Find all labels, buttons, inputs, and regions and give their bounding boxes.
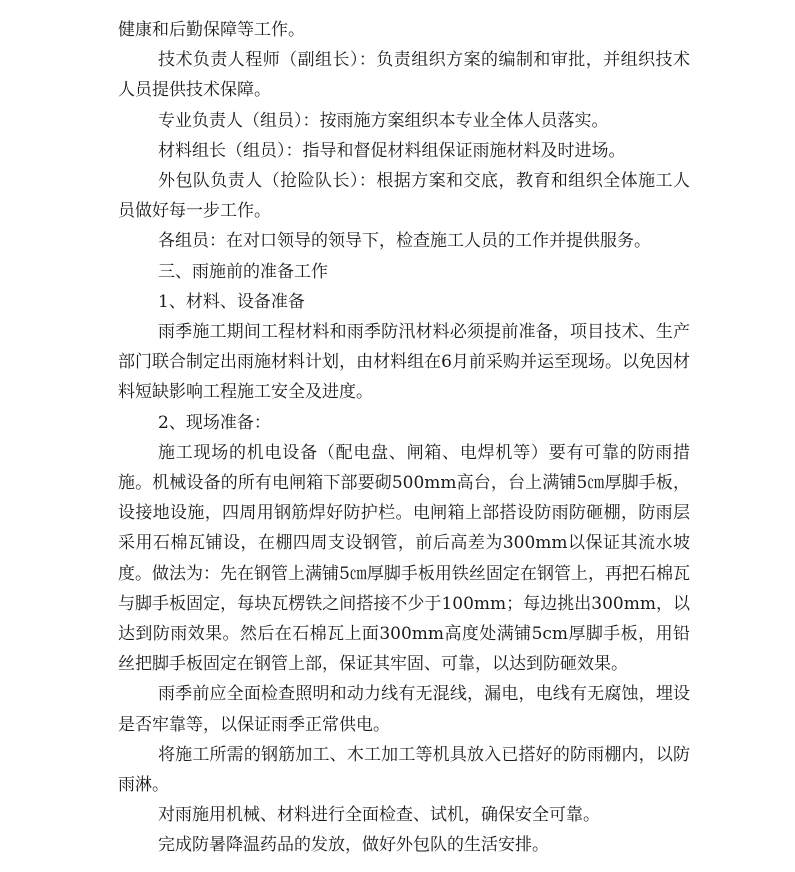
paragraph: 施工现场的机电设备（配电盘、闸箱、电焊机等）要有可靠的防雨措施。机械设备的所有电闸箱下部要砌500mm高台，台上满铺5㎝厚脚手板，设接地设施，四周用钢筋焊好防护栏。电闸箱上部搭设防雨防砸棚，防雨层采用石棉瓦铺设，在棚四周支设钢管，前后高差为300mm以保证其流水坡度。做法为：先在钢管上满铺5㎝厚脚手板用铁丝固定在钢管上，再把石棉瓦与脚手板固定，每块瓦楞铁之间搭接不少于100mm；每边挑出300mm，以达到防雨效果。然后在石棉瓦上面300mm高度处满铺5cm厚脚手板，用铅丝把脚手板固定在钢管上部，保证其牢固、可靠，以达到防砸效果。 [118, 442, 690, 675]
paragraph: 技术负责人程师（副组长）：负责组织方案的编制和审批，并组织技术人员提供技术保障。 [118, 50, 690, 101]
paragraph: 对雨施用机械、材料进行全面检查、试机，确保安全可靠。 [158, 805, 600, 826]
subsection-heading: 2、现场准备： [158, 412, 271, 433]
paragraph: 健康和后勤保障等工作。 [118, 20, 305, 40]
section-heading: 三、雨施前的准备工作 [158, 261, 328, 282]
paragraph: 各组员：在对口领导的领导下，检查施工人员的工作并提供服务。 [158, 231, 651, 252]
paragraph: 完成防暑降温药品的发放，做好外包队的生活安排。 [158, 835, 549, 856]
subsection-heading: 1、材料、设备准备 [158, 291, 305, 312]
paragraph: 将施工所需的钢筋加工、木工加工等机具放入已搭好的防雨棚内，以防雨淋。 [118, 744, 690, 796]
paragraph: 材料组长（组员）：指导和督促材料组保证雨施材料及时进场。 [158, 140, 626, 161]
paragraph: 专业负责人（组员）：按雨施方案组织本专业全体人员落实。 [158, 110, 609, 131]
paragraph: 外包队负责人（抢险队长）：根据方案和交底，教育和组织全体施工人员做好每一步工作。 [118, 171, 690, 222]
paragraph: 雨季前应全面检查照明和动力线有无混线，漏电，电线有无腐蚀，埋设是否牢靠等，以保证雨季正常供电。 [118, 684, 690, 735]
paragraph: 雨季施工期间工程材料和雨季防汛材料必须提前准备，项目技术、生产部门联合制定出雨施材料计划，由材料组在6月前采购并运至现场。以免因材料短缺影响工程施工安全及进度。 [118, 322, 690, 403]
